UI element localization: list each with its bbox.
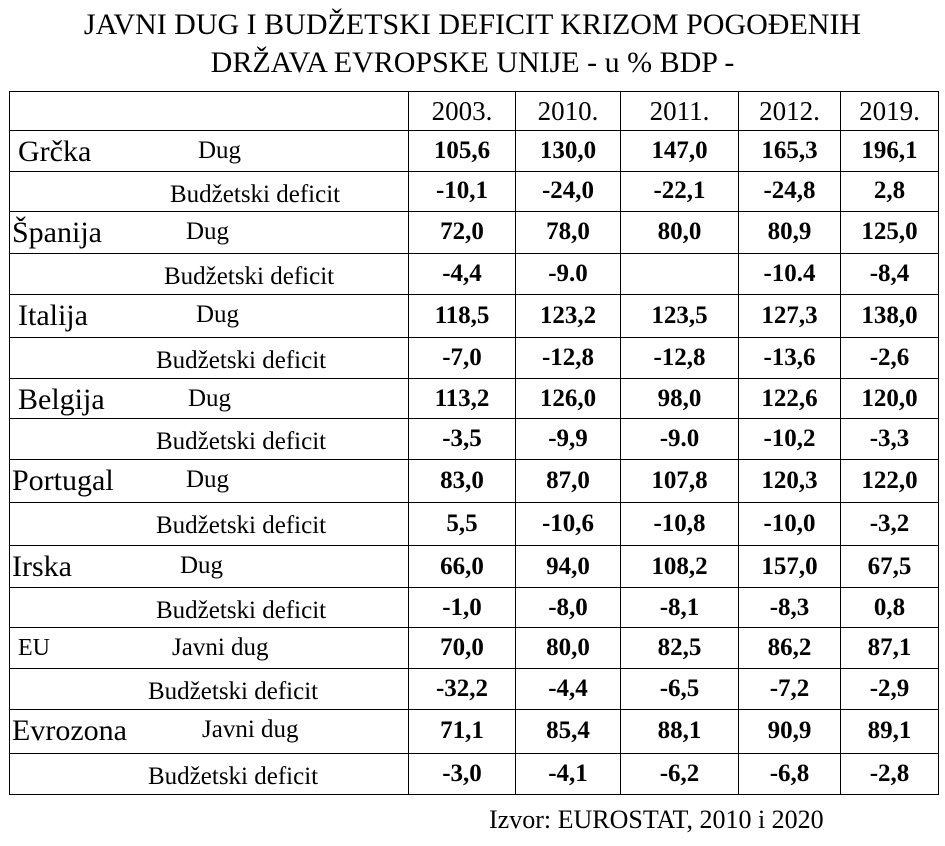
- value-cell: 88,1: [621, 710, 739, 753]
- row-label-cell: [10, 337, 409, 378]
- value-cell: 87,0: [516, 459, 621, 502]
- deficit-row: [10, 753, 939, 794]
- value-cell: -12,8: [621, 337, 739, 378]
- value-cell: -2,6: [841, 337, 939, 378]
- debt-row: [10, 378, 939, 418]
- year-header: 2010.: [516, 92, 621, 131]
- row-type-label: Javni dug: [172, 633, 269, 661]
- row-type-label: Dug: [188, 384, 232, 412]
- row-label-cell: [10, 211, 409, 253]
- debt-row: [10, 546, 939, 588]
- deficit-row: [10, 668, 939, 709]
- value-cell: 90,9: [739, 710, 841, 753]
- value-cell: 125,0: [841, 211, 939, 253]
- value-cell: -24,0: [516, 171, 621, 211]
- value-cell: -4,4: [409, 254, 516, 295]
- country-name: Portugal: [12, 463, 114, 497]
- value-cell: -24,8: [739, 171, 841, 211]
- deficit-row: [10, 337, 939, 378]
- header-blank-cell: [10, 92, 409, 131]
- debt-row: [10, 627, 939, 668]
- value-cell: 80,0: [621, 211, 739, 253]
- value-cell: 71,1: [409, 710, 516, 753]
- row-label-cell: [10, 753, 409, 794]
- value-cell: -10.4: [739, 254, 841, 295]
- value-cell: 78,0: [516, 211, 621, 253]
- row-label-cell: [10, 546, 409, 588]
- value-cell: 5,5: [409, 502, 516, 545]
- deficit-row: [10, 502, 939, 545]
- deficit-row: [10, 254, 939, 295]
- row-label-cell: [10, 502, 409, 545]
- value-cell: 138,0: [841, 295, 939, 337]
- debt-row: [10, 459, 939, 502]
- row-label-cell: [10, 131, 409, 171]
- value-cell: 85,4: [516, 710, 621, 753]
- row-label-cell: [10, 668, 409, 709]
- country-name: Irska: [12, 550, 72, 584]
- debt-row: [10, 131, 939, 171]
- value-cell: -10,1: [409, 171, 516, 211]
- value-cell: -3,5: [409, 419, 516, 459]
- row-label-cell: [10, 710, 409, 753]
- country-name: Grčka: [18, 135, 92, 169]
- row-type-label: Budžetski deficit: [156, 346, 327, 374]
- value-cell: 94,0: [516, 546, 621, 588]
- row-type-label: Dug: [180, 552, 224, 580]
- row-label-cell: [10, 459, 409, 502]
- value-cell: [621, 254, 739, 295]
- row-type-label: Budžetski deficit: [148, 762, 319, 790]
- page-subtitle: DRŽAVA EVROPSKE UNIJE - u % BDP -: [210, 46, 735, 79]
- deficit-row: [10, 419, 939, 459]
- country-name: Belgija: [18, 382, 105, 416]
- value-cell: -6,2: [621, 753, 739, 794]
- year-header: 2012.: [739, 92, 841, 131]
- value-cell: -2,9: [841, 668, 939, 709]
- value-cell: 83,0: [409, 459, 516, 502]
- country-name: EU: [18, 634, 50, 661]
- row-type-label: Dug: [186, 217, 230, 245]
- row-type-label: Budžetski deficit: [156, 597, 327, 625]
- value-cell: 98,0: [621, 378, 739, 418]
- value-cell: 123,2: [516, 295, 621, 337]
- value-cell: -13,6: [739, 337, 841, 378]
- value-cell: -6,8: [739, 753, 841, 794]
- value-cell: 196,1: [841, 131, 939, 171]
- row-type-label: Javni dug: [202, 716, 299, 744]
- value-cell: -3,0: [409, 753, 516, 794]
- value-cell: -4,4: [516, 668, 621, 709]
- value-cell: 113,2: [409, 378, 516, 418]
- value-cell: 2,8: [841, 171, 939, 211]
- value-cell: -10,8: [621, 502, 739, 545]
- row-type-label: Dug: [186, 465, 230, 493]
- year-header: 2019.: [841, 92, 939, 131]
- value-cell: -22,1: [621, 171, 739, 211]
- value-cell: 120,3: [739, 459, 841, 502]
- value-cell: 70,0: [409, 627, 516, 668]
- debt-row: [10, 295, 939, 337]
- page-title: JAVNI DUG I BUDŽETSKI DEFICIT KRIZOM POGOĐENIH: [83, 8, 862, 41]
- value-cell: 147,0: [621, 131, 739, 171]
- deficit-row: [10, 171, 939, 211]
- value-cell: 130,0: [516, 131, 621, 171]
- header-row: [10, 92, 939, 131]
- row-label-cell: [10, 419, 409, 459]
- value-cell: 118,5: [409, 295, 516, 337]
- value-cell: 105,6: [409, 131, 516, 171]
- value-cell: -9.0: [621, 419, 739, 459]
- value-cell: 157,0: [739, 546, 841, 588]
- value-cell: 87,1: [841, 627, 939, 668]
- value-cell: 108,2: [621, 546, 739, 588]
- value-cell: -7,0: [409, 337, 516, 378]
- value-cell: 127,3: [739, 295, 841, 337]
- value-cell: 126,0: [516, 378, 621, 418]
- row-type-label: Budžetski deficit: [164, 263, 335, 291]
- row-type-label: Budžetski deficit: [156, 511, 327, 539]
- row-label-cell: [10, 295, 409, 337]
- value-cell: -12,8: [516, 337, 621, 378]
- row-label-cell: [10, 378, 409, 418]
- value-cell: 80,0: [516, 627, 621, 668]
- row-label-cell: [10, 254, 409, 295]
- value-cell: 107,8: [621, 459, 739, 502]
- value-cell: 89,1: [841, 710, 939, 753]
- value-cell: -1,0: [409, 588, 516, 627]
- value-cell: 66,0: [409, 546, 516, 588]
- value-cell: 67,5: [841, 546, 939, 588]
- value-cell: 72,0: [409, 211, 516, 253]
- value-cell: 80,9: [739, 211, 841, 253]
- value-cell: -6,5: [621, 668, 739, 709]
- value-cell: 165,3: [739, 131, 841, 171]
- value-cell: -4,1: [516, 753, 621, 794]
- value-cell: 82,5: [621, 627, 739, 668]
- value-cell: -3,3: [841, 419, 939, 459]
- value-cell: -10,0: [739, 502, 841, 545]
- year-header: 2011.: [621, 92, 739, 131]
- deficit-row: [10, 588, 939, 627]
- country-name: Italija: [18, 299, 88, 333]
- value-cell: -10,6: [516, 502, 621, 545]
- debt-row: [10, 211, 939, 253]
- value-cell: -32,2: [409, 668, 516, 709]
- country-name: Evrozona: [12, 714, 127, 748]
- row-label-cell: [10, 588, 409, 627]
- value-cell: -2,8: [841, 753, 939, 794]
- value-cell: -8,0: [516, 588, 621, 627]
- row-label-cell: [10, 171, 409, 211]
- source-note: Izvor: EUROSTAT, 2010 i 2020: [489, 805, 824, 834]
- row-type-label: Dug: [198, 137, 242, 165]
- data-table: [9, 91, 939, 795]
- value-cell: -7,2: [739, 668, 841, 709]
- value-cell: -9.0: [516, 254, 621, 295]
- value-cell: 122,6: [739, 378, 841, 418]
- year-header: 2003.: [409, 92, 516, 131]
- value-cell: -8,3: [739, 588, 841, 627]
- value-cell: 0,8: [841, 588, 939, 627]
- row-type-label: Budžetski deficit: [148, 677, 319, 705]
- country-name: Španija: [12, 215, 102, 249]
- value-cell: 122,0: [841, 459, 939, 502]
- value-cell: -10,2: [739, 419, 841, 459]
- row-label-cell: [10, 627, 409, 668]
- row-type-label: Budžetski deficit: [156, 428, 327, 456]
- row-type-label: Dug: [196, 301, 240, 329]
- row-type-label: Budžetski deficit: [170, 180, 341, 208]
- value-cell: 123,5: [621, 295, 739, 337]
- value-cell: -3,2: [841, 502, 939, 545]
- value-cell: -8,1: [621, 588, 739, 627]
- value-cell: 120,0: [841, 378, 939, 418]
- value-cell: -8,4: [841, 254, 939, 295]
- value-cell: -9,9: [516, 419, 621, 459]
- value-cell: 86,2: [739, 627, 841, 668]
- debt-row: [10, 710, 939, 753]
